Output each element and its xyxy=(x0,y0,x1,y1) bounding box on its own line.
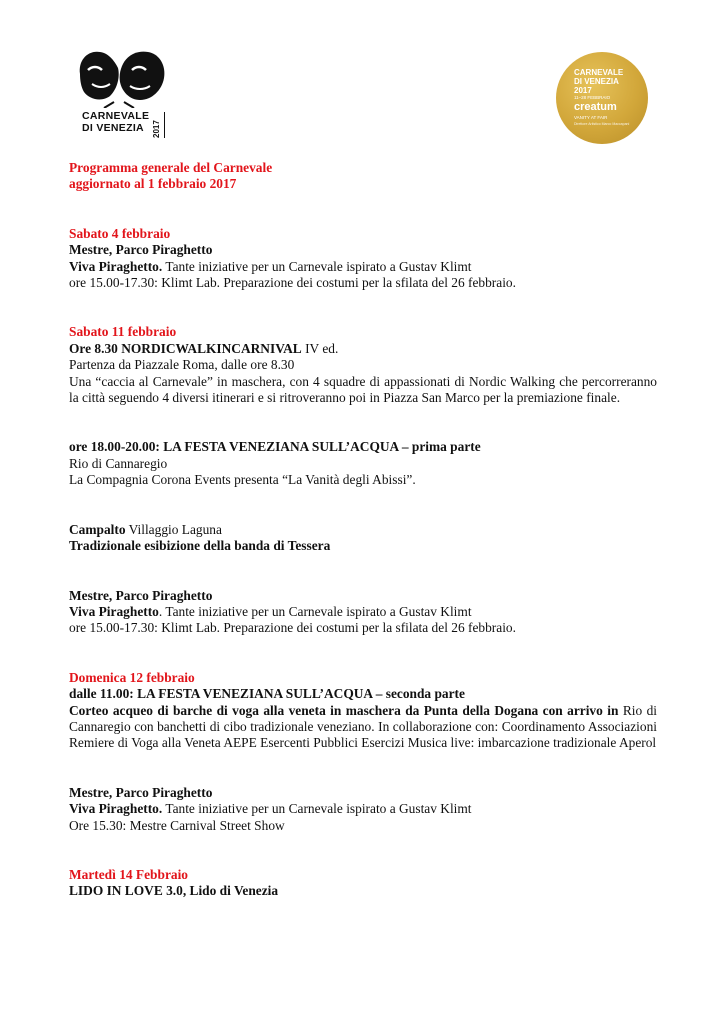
section-sabato-4 xyxy=(69,226,657,292)
section-detail: Ore 15.30: Mestre Carnival Street Show xyxy=(69,817,285,833)
section-date: Domenica 12 febbraio xyxy=(69,669,195,685)
section-title: dalle 11.00: LA FESTA VENEZIANA SULL’ACQUA – seconda parte xyxy=(69,686,465,702)
section-event: Tradizionale esibizione della banda di Tessera xyxy=(69,538,331,554)
section-piraghetto-3 xyxy=(69,785,657,834)
section-date: Martedì 14 Febbraio xyxy=(69,866,189,882)
logo-text-line1: CARNEVALE xyxy=(82,110,150,122)
section-festa-prima xyxy=(69,439,657,488)
carnevale-logo xyxy=(74,42,186,142)
desc-rest: Rio di Cannaregio con banchetti di cibo tradizionale veneziano. In collaborazione con: Coordinamento Associazioni Remiere di Voga alla Veneta AEPE Esercenti Pubblici Esercizi Musica live: imbarcazione tradizionale Aperol xyxy=(69,702,657,751)
logo-year: 2017 xyxy=(152,112,165,138)
lead-bold: Viva Piraghetto xyxy=(69,603,159,619)
masks-icon xyxy=(74,44,170,108)
section-location: Mestre, Parco Piraghetto xyxy=(69,587,213,603)
badge-sponsor-sub: VANITY AT FAIR xyxy=(574,115,608,120)
title-rest: IV ed. xyxy=(301,340,339,356)
section-campalto xyxy=(69,522,657,555)
section-place: Rio di Cannaregio xyxy=(69,455,168,471)
section-date: Sabato 11 febbraio xyxy=(69,324,177,340)
lead-rest: . Tante iniziative per un Carnevale ispirato a Gustav Klimt xyxy=(158,603,472,619)
badge-small-text: Direttore Artistico Marco Maccapani xyxy=(574,122,630,126)
section-detail: ore 15.00-17.30: Klimt Lab. Preparazione dei costumi per la sfilata del 26 febbraio. xyxy=(69,275,516,291)
section-lead xyxy=(69,604,657,620)
section-location: Mestre, Parco Piraghetto xyxy=(69,784,213,800)
program-document xyxy=(69,160,657,900)
logo-text-line2: DI VENEZIA xyxy=(82,122,144,134)
section-title: LIDO IN LOVE 3.0, Lido di Venezia xyxy=(69,883,279,899)
header-line1: Programma generale del Carnevale xyxy=(69,160,273,175)
section-detail: ore 15.00-17.30: Klimt Lab. Preparazione dei costumi per la sfilata del 26 febbraio. xyxy=(69,620,516,636)
place-rest: Villaggio Laguna xyxy=(125,521,222,537)
section-place xyxy=(69,522,657,538)
section-location: Mestre, Parco Piraghetto xyxy=(69,242,213,258)
section-description: Una “caccia al Carnevale” in maschera, con 4 squadre di appassionati di Nordic Walking che percorreranno la città seguendo 4 diversi itinerari e si ritroveranno poi in Piazza San Marco per la premiazione finale. xyxy=(69,373,657,406)
lead-rest: Tante iniziative per un Carnevale ispirato a Gustav Klimt xyxy=(162,258,472,274)
section-sabato-11 xyxy=(69,324,657,406)
section-title xyxy=(69,341,657,357)
lead-bold: Viva Piraghetto. xyxy=(69,801,163,817)
section-lead xyxy=(69,801,657,817)
badge-sponsor: creatum xyxy=(574,101,617,113)
section-text: La Compagnia Corona Events presenta “La Vanità degli Abissi”. xyxy=(69,472,416,488)
badge-title-line1: CARNEVALE xyxy=(574,68,624,77)
section-title: ore 18.00-20.00: LA FESTA VENEZIANA SULL’ACQUA – prima parte xyxy=(69,439,481,455)
section-date: Sabato 4 febbraio xyxy=(69,225,171,241)
section-domenica-12 xyxy=(69,670,657,752)
section-description xyxy=(69,703,657,752)
lead-bold: Viva Piraghetto. xyxy=(69,258,163,274)
sponsor-badge xyxy=(556,52,648,144)
header-line2: aggiornato al 1 febbraio 2017 xyxy=(69,176,237,192)
place-bold: Campalto xyxy=(69,521,126,537)
section-piraghetto-2 xyxy=(69,588,657,637)
badge-title-line2: DI VENEZIA xyxy=(574,77,619,86)
section-departure: Partenza da Piazzale Roma, dalle ore 8.30 xyxy=(69,357,295,373)
title-bold: Ore 8.30 NORDICWALKINCARNIVAL xyxy=(69,340,302,356)
section-lead xyxy=(69,259,657,275)
badge-title-line3: 2017 xyxy=(574,86,592,95)
badge-dates: 11–28 FEBBRAIO xyxy=(574,95,611,100)
lead-rest: Tante iniziative per un Carnevale ispirato a Gustav Klimt xyxy=(162,801,472,817)
section-martedi-14 xyxy=(69,867,657,900)
desc-bold: Corteo acqueo di barche di voga alla veneta in maschera da Punta della Dogana con arrivo in xyxy=(69,702,619,718)
